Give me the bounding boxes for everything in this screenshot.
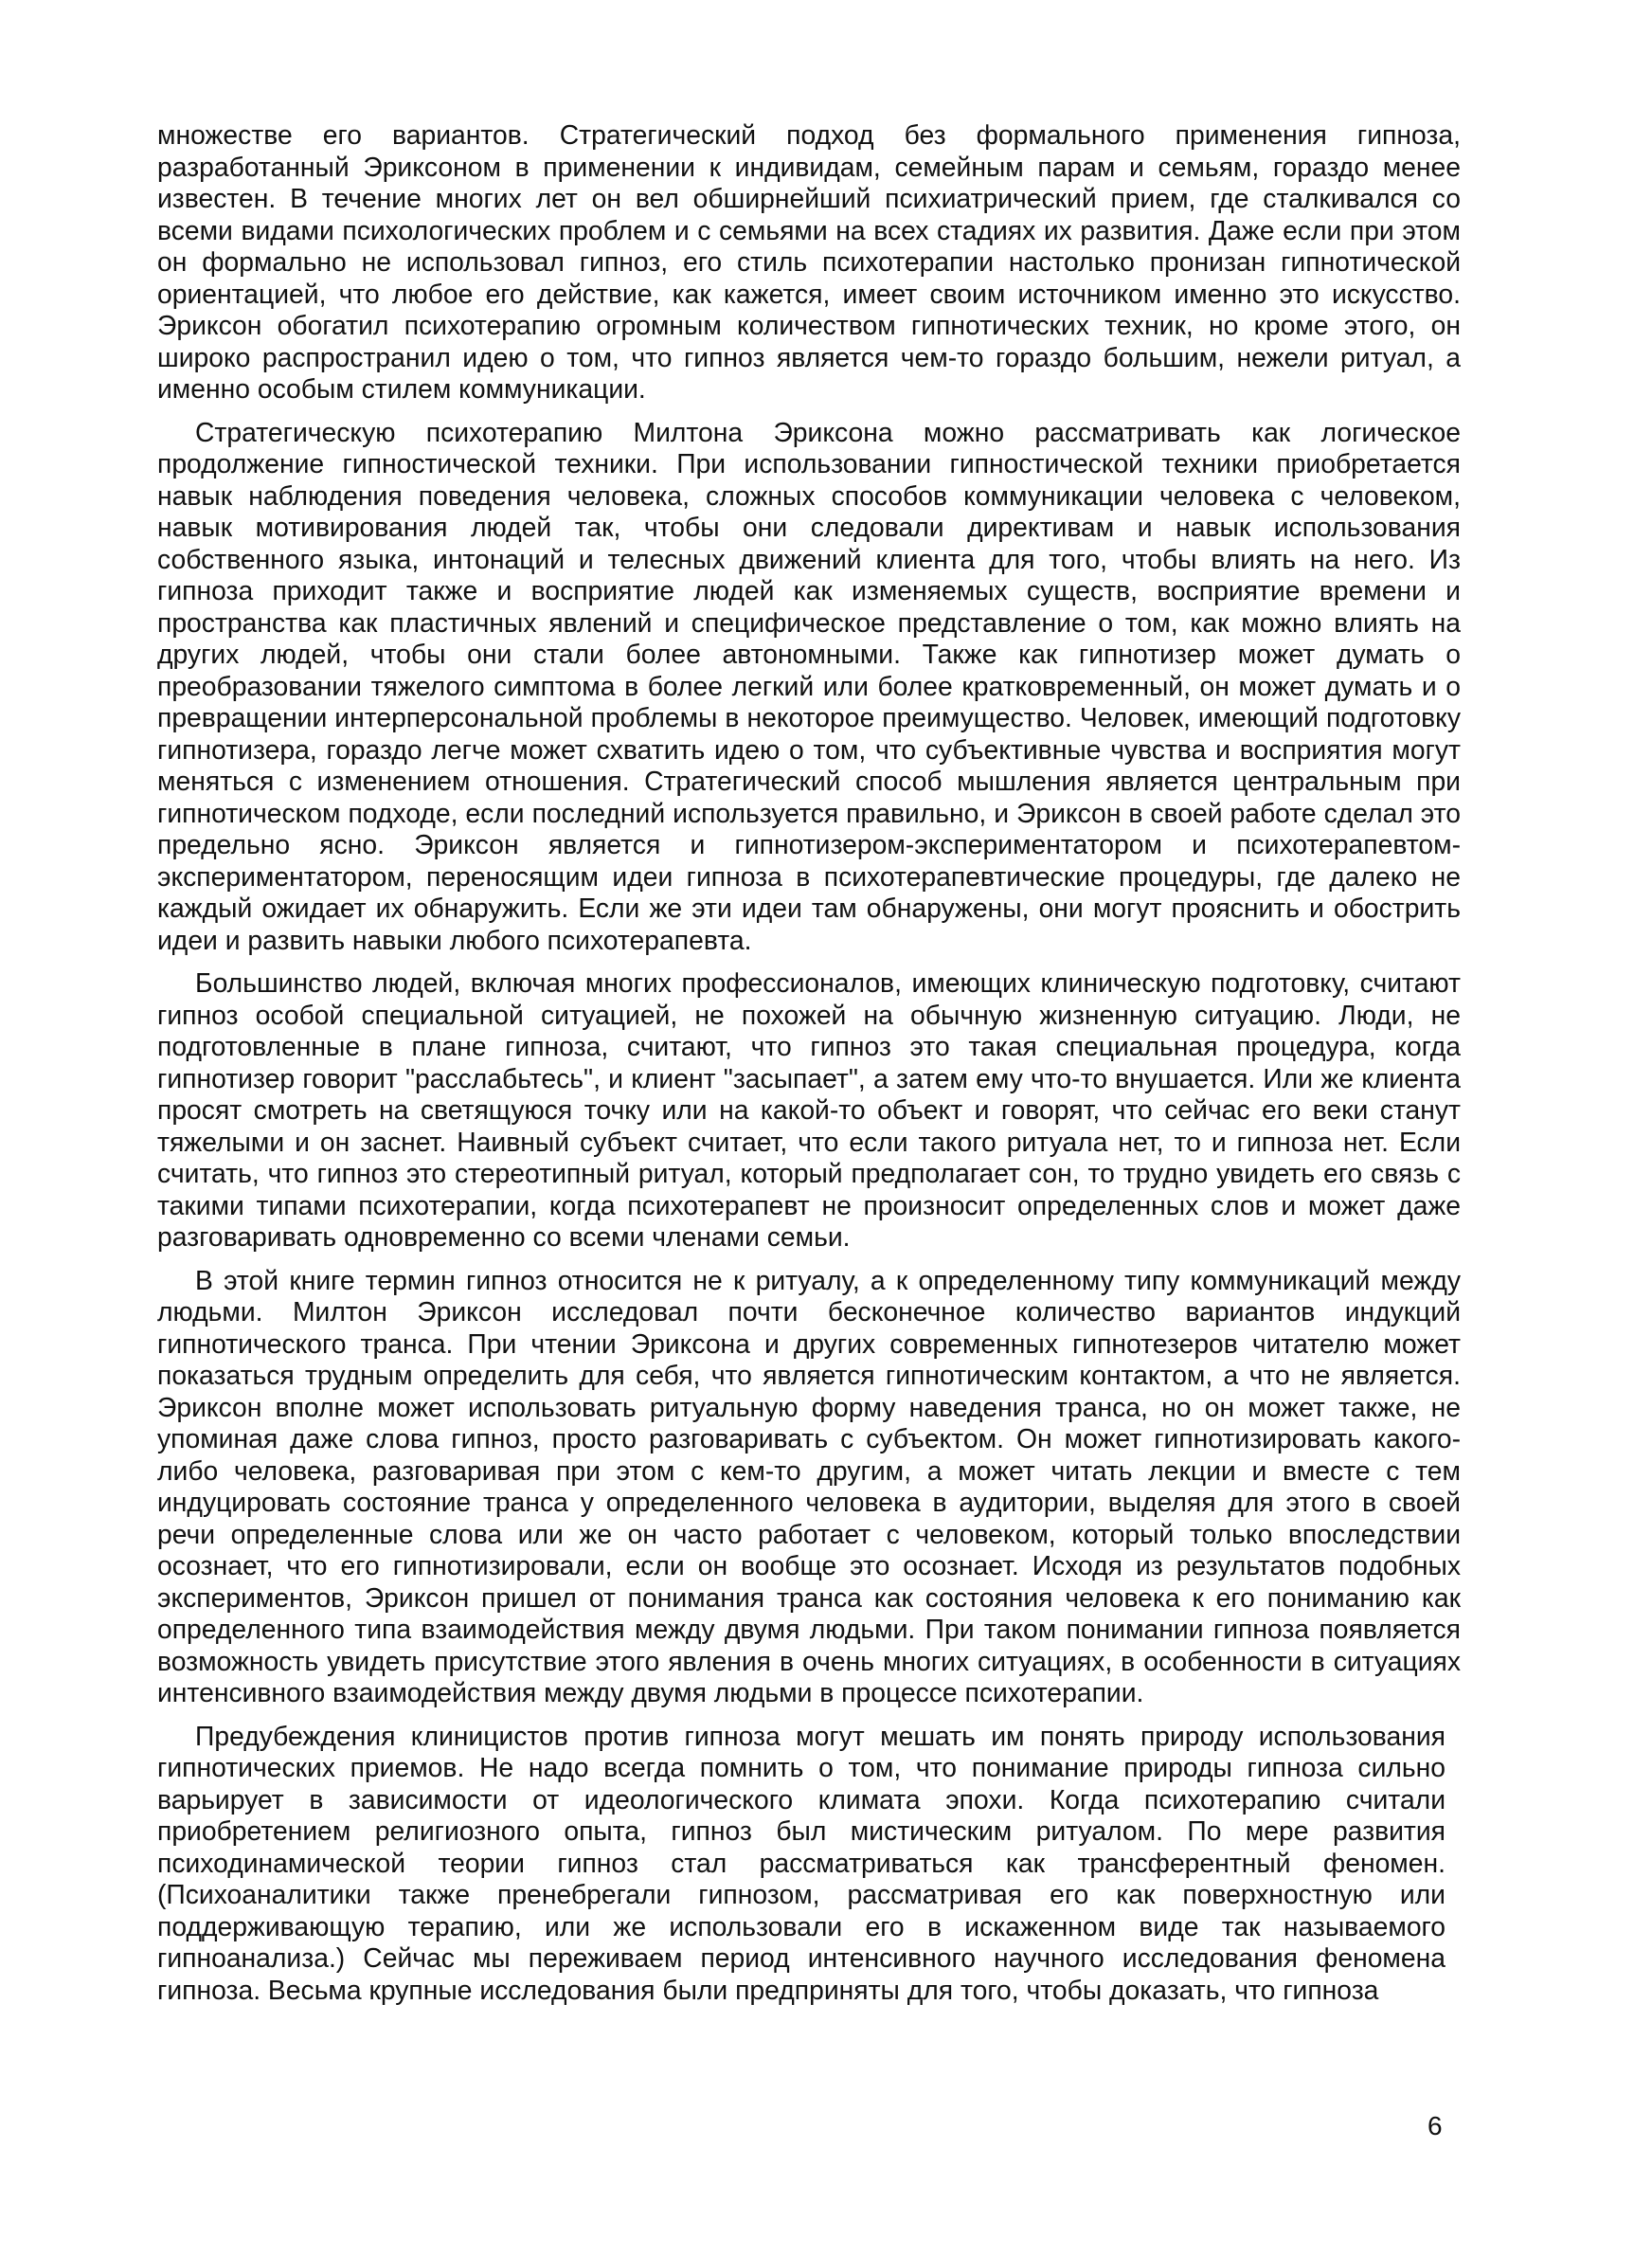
page-number: 6 xyxy=(1428,2111,1443,2140)
paragraph-2: Стратегическую психотерапию Милтона Эриксона можно рассматривать как логическое продолжение гипностической техники. При использовании гипностической техники приобретается навык наблюдения поведения человека, сложных способов коммуникации человека с человеком, навык мотивирования людей так, чтобы они следовали директивам и навык использования собственного языка, интонаций и телесных движений клиента для того, чтобы влиять на него. Из гипноза приходит также и восприятие людей как изменяемых существ, восприятие времени и пространства как пластичных явлений и специфическое представление о том, как можно влиять на других людей, чтобы они стали более автономными. Также как гипнотизер может думать о преобразовании тяжелого симптома в более легкий или более кратковременный, он может думать и о превращении интерперсональной проблемы в некоторое преимущество. Человек, имеющий подготовку гипнотизера, гораздо легче может схватить идею о том, что субъективные чувства и восприятия могут меняться с изменением отношения. Стратегический способ мышления является центральным при гипнотическом подходе, если последний используется правильно, и Эриксон в своей работе сделал это предельно ясно. Эриксон является и гипнотизером-экспериментатором и психотерапевтом-экспериментатором, переносящим идеи гипноза в психотерапевтические процедуры, где далеко не каждый ожидает их обнаружить. Если же эти идеи там обнаружены, они могут прояснить и обострить идеи и развить навыки любого психотерапевта. xyxy=(157,416,1461,955)
paragraph-3: Большинство людей, включая многих профессионалов, имеющих клиническую подготовку, считают гипноз особой специальной ситуацией, не похожей на обычную жизненную ситуацию. Люди, не подготовленные в плане гипноза, считают, что гипноз это такая специальная процедура, когда гипнотизер говорит "расслабьтесь", и клиент "засыпает", а затем ему что-то внушается. Или же клиента просят смотреть на светящуюся точку или на какой-то объект и говорят, что сейчас его веки станут тяжелыми и он заснет. Наивный субъект считает, что если такого ритуала нет, то и гипноза нет. Если считать, что гипноз это стереотипный ритуал, который предполагает сон, то трудно увидеть его связь с такими типами психотерапии, когда психотерапевт не произносит определенных слов и может даже разговаривать одновременно со всеми членами семьи. xyxy=(157,967,1461,1252)
paragraph-1: множестве его вариантов. Стратегический подход без формального применения гипноза, разработанный Эриксоном в применении к индивидам, семейным парам и семьям, гораздо менее известен. В течение многих лет он вел обширнейший психиатрический прием, где сталкивался со всеми видами психологических проблем и с семьями на всех стадиях их развития. Даже если при этом он формально не использовал гипноз, его стиль психотерапии настолько пронизан гипнотической ориентацией, что любое его действие, как кажется, имеет своим источником именно это искусство. Эриксон обогатил психотерапию огромным количеством гипнотических техник, но кроме этого, он широко распространил идею о том, что гипноз является чем-то гораздо большим, нежели ритуал, а именно особым стилем коммуникации. xyxy=(157,119,1461,404)
document-page xyxy=(157,119,1461,2017)
paragraph-4: В этой книге термин гипноз относится не к ритуалу, а к определенному типу коммуникаций между людьми. Милтон Эриксон исследовал почти бесконечное количество вариантов индукций гипнотического транса. При чтении Эриксона и других современных гипнотезеров читателю может показаться трудным определить для себя, что является гипнотическим контактом, а что не является. Эриксон вполне может использовать ритуальную форму наведения транса, но он может также, не упоминая даже слова гипноз, просто разговаривать с субъектом. Он может гипнотизировать какого-либо человека, разговаривая при этом с кем-то другим, а может читать лекции и вместе с тем индуцировать состояние транса у определенного человека в аудитории, выделяя для этого в своей речи определенные слова или же он часто работает с человеком, который только впоследствии осознает, что его гипнотизировали, если он вообще это осознает. Исходя из результатов подобных экспериментов, Эриксон пришел от понимания транса как состояния человека к его пониманию как определенного типа взаимодействия между двумя людьми. При таком понимании гипноза появляется возможность увидеть присутствие этого явления в очень многих ситуациях, в особенности в ситуациях интенсивного взаимодействия между двумя людьми в процессе психотерапии. xyxy=(157,1264,1461,1707)
paragraph-5: Предубеждения клиницистов против гипноза могут мешать им понять природу использования гипнотических приемов. Не надо всегда помнить о том, что понимание природы гипноза сильно варьирует в зависимости от идеологического климата эпохи. Когда психотерапию считали приобретением религиозного опыта, гипноз был мистическим ритуалом. По мере развития психодинамической теории гипноз стал рассматриваться как трансферентный феномен. (Психоаналитики также пренебрегали гипнозом, рассматривая его как поверхностную или поддерживающую терапию, или же использовали его в искаженном виде так называемого гипноанализа.) Сейчас мы переживаем период интенсивного научного исследования феномена гипноза. Весьма крупные исследования были предприняты для того, чтобы доказать, что гипноза xyxy=(157,1720,1446,2005)
